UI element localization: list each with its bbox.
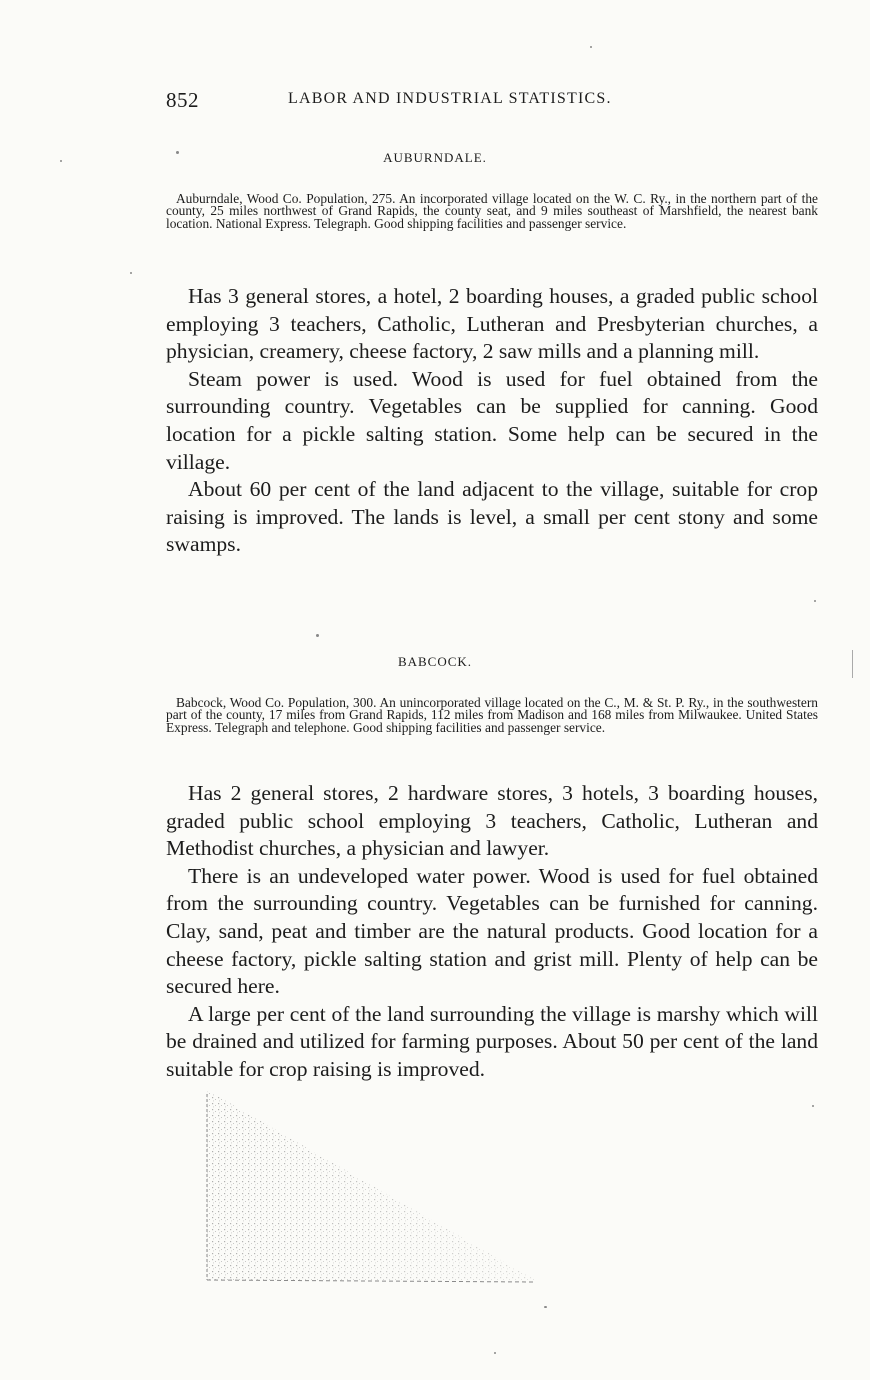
- paragraph: About 60 per cent of the land adjacent to the village, suitable for crop raising is improved. The lands is level, a small per cent stony and some swamps.: [166, 477, 818, 557]
- paragraph: There is an undeveloped water power. Wood is used for fuel obtained from the surrounding country. Vegetables can be furnished for canning. Clay, sand, peat and timber are the natural products. Good location for a cheese factory, pickle salting station and grist mill. Plenty of help can be secured here.: [166, 863, 818, 999]
- section-body-auburndale: [166, 283, 818, 559]
- section-title-auburndale: AUBURNDALE.: [383, 150, 487, 165]
- running-head: [166, 88, 816, 116]
- paragraph: Has 3 general stores, a hotel, 2 boarding houses, a graded public school employing 3 teachers, Catholic, Lutheran and Presbyterian churches, a physician, creamery, cheese factory, 2 saw mills and a planning mill.: [166, 284, 818, 364]
- section-summary-babcock: Babcock, Wood Co. Population, 300. An unincorporated village located on the C., M. & St. P. Ry., in the southwestern part of the county, 17 miles from Grand Rapids, 112 miles from Madison and 168 miles from Milwaukee. United States Express. Telegraph and telephone. Good shipping facilities and passenger service.: [166, 695, 818, 735]
- scan-speck: [316, 634, 319, 637]
- scan-speck: [130, 272, 132, 274]
- scan-blot: [205, 1090, 550, 1290]
- running-title: LABOR AND INDUSTRIAL STATISTICS.: [288, 90, 612, 107]
- scan-speck: [494, 1352, 496, 1354]
- scan-edge-mark: [852, 650, 853, 678]
- section-title-babcock: BABCOCK.: [397, 654, 473, 669]
- scan-speck: [176, 151, 179, 154]
- section-body-babcock: [166, 780, 818, 1084]
- page-number: 852: [166, 88, 199, 112]
- scan-speck: [60, 160, 62, 162]
- section-summary-auburndale: Auburndale, Wood Co. Population, 275. An incorporated village located on the W. C. Ry., in the northern part of the county, 25 miles northwest of Grand Rapids, the county seat, and 9 miles southeast of Marshfield, the nearest bank location. National Express. Telegraph. Good shipping facilities and passenger service.: [166, 191, 818, 231]
- paragraph: Has 2 general stores, 2 hardware stores, 3 hotels, 3 boarding houses, graded public school employing 3 teachers, Catholic, Lutheran and Methodist churches, a physician and lawyer.: [166, 781, 818, 861]
- scan-speck: [814, 600, 816, 602]
- paragraph: Steam power is used. Wood is used for fuel obtained from the surrounding country. Vegetables can be supplied for canning. Good location for a pickle salting station. Some help can be secured in the village.: [166, 366, 818, 474]
- scan-speck: [590, 46, 592, 48]
- scan-speck: [544, 1306, 547, 1308]
- scan-speck: [812, 1105, 814, 1107]
- paragraph: A large per cent of the land surrounding the village is marshy which will be drained and utilized for farming purposes. About 50 per cent of the land suitable for crop raising is improved.: [166, 1001, 818, 1081]
